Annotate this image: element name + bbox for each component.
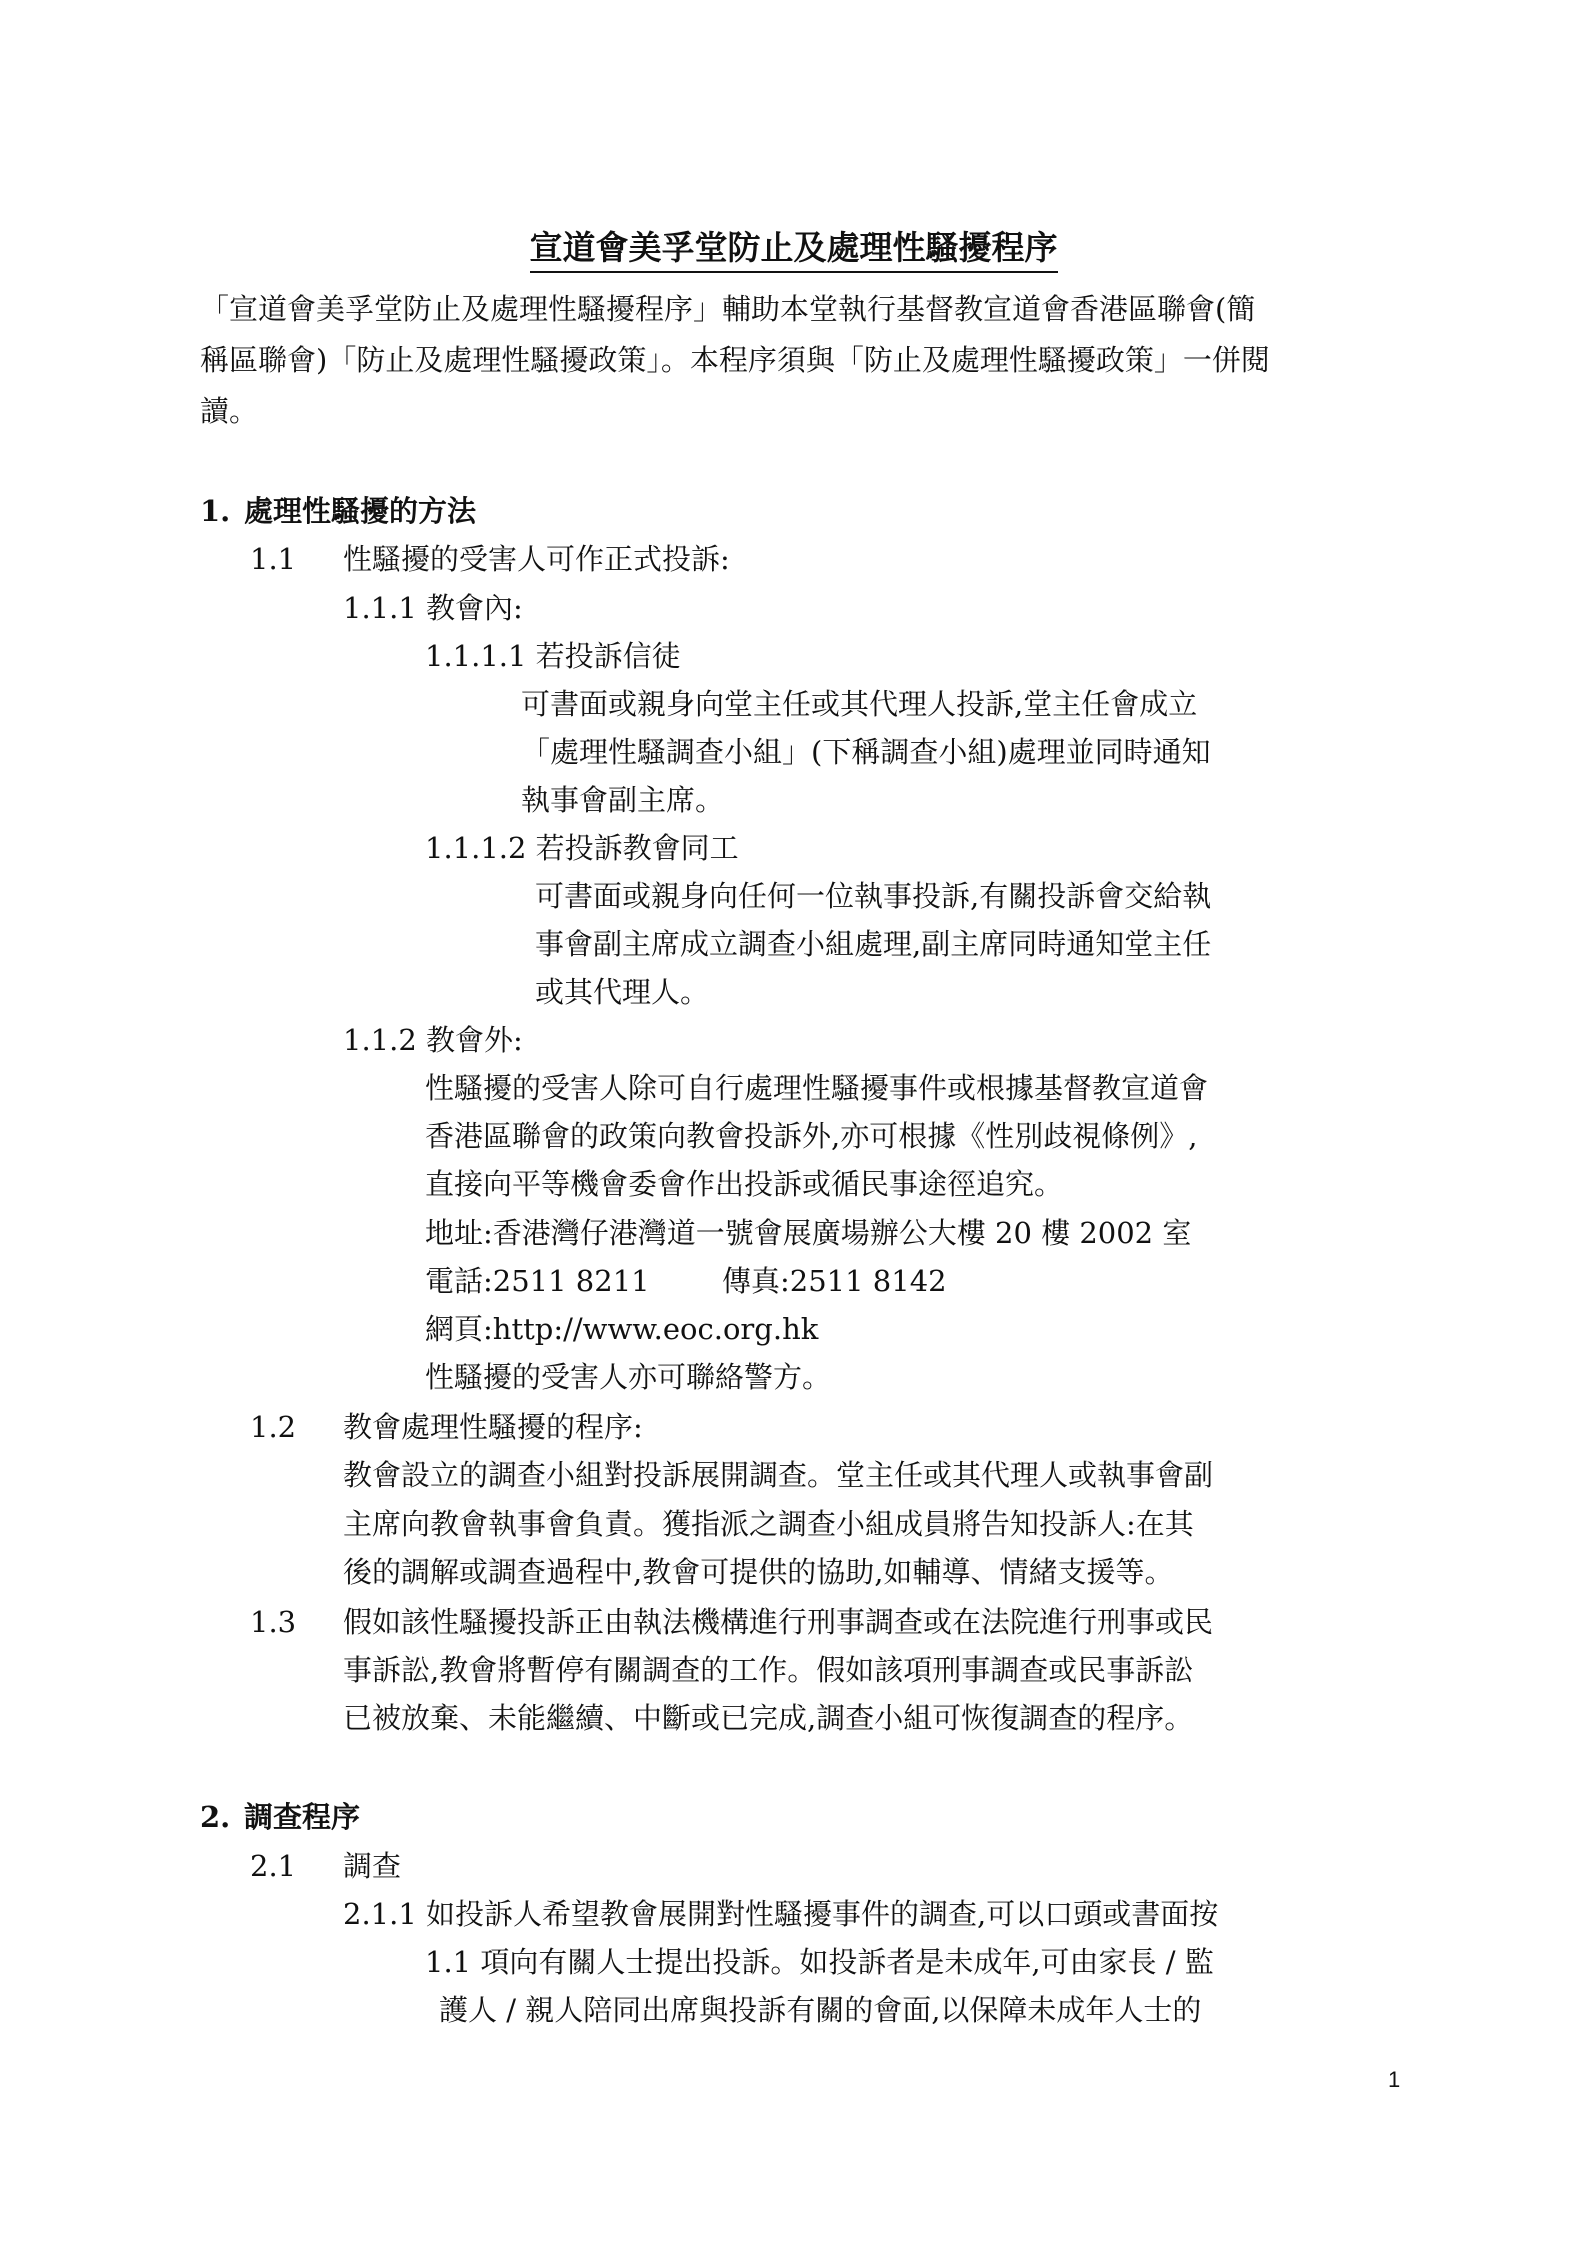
- item-1-1-2-line-2: 香港區聯會的政策向教會投訴外,亦可根據《性別歧視條例》,: [425, 1119, 1198, 1153]
- eoc-fax: 傳真:2511 8142: [722, 1264, 947, 1298]
- item-1-1-1-1-line-2: 「處理性騷調查小組」(下稱調查小組)處理並同時通知: [521, 735, 1211, 769]
- item-1-1-2-label: 1.1.2 教會外:: [343, 1023, 523, 1057]
- section-1-number: 1.: [200, 494, 231, 528]
- intro-line-1: 「宣道會美孚堂防止及處理性騷擾程序」輔助本堂執行基督教宣道會香港區聯會(簡: [200, 292, 1256, 326]
- item-1-3-line-3: 已被放棄、未能繼續、中斷或已完成,調查小組可恢復調查的程序。: [343, 1701, 1194, 1735]
- section-2-heading: 調查程序: [244, 1800, 361, 1834]
- item-1-3-line-2: 事訴訟,教會將暫停有關調查的工作。假如該項刑事調查或民事訴訟: [343, 1653, 1194, 1687]
- item-1-1-1-2-line-3: 或其代理人。: [535, 975, 710, 1009]
- item-1-2-line-2: 主席向教會執事會負責。獲指派之調查小組成員將告知投訴人:在其: [343, 1507, 1194, 1541]
- item-2-1-1-line-3: 護人 / 親人陪同出席與投訴有關的會面,以保障未成年人士的: [439, 1993, 1202, 2027]
- page-number: 1: [1388, 2067, 1401, 2092]
- item-1-2-line-3: 後的調解或調查過程中,教會可提供的協助,如輔導、情緒支援等。: [343, 1555, 1174, 1589]
- item-1-2-text: 教會處理性騷擾的程序:: [343, 1410, 643, 1444]
- police-contact-note: 性騷擾的受害人亦可聯絡警方。: [425, 1360, 832, 1394]
- item-1-3-number: 1.3: [250, 1605, 297, 1639]
- item-2-1-number: 2.1: [250, 1849, 297, 1883]
- item-2-1-text: 調查: [343, 1849, 402, 1883]
- section-2-number: 2.: [200, 1800, 231, 1834]
- eoc-phone: 電話:2511 8211: [425, 1264, 650, 1298]
- item-1-1-number: 1.1: [250, 542, 297, 576]
- item-1-1-text: 性騷擾的受害人可作正式投訴:: [343, 542, 730, 576]
- item-1-1-1-2-line-2: 事會副主席成立調查小組處理,副主席同時通知堂主任: [535, 927, 1212, 961]
- eoc-address: 地址:香港灣仔港灣道一號會展廣場辦公大樓 20 樓 2002 室: [425, 1216, 1192, 1250]
- item-1-1-2-line-1: 性騷擾的受害人除可自行處理性騷擾事件或根據基督教宣道會: [425, 1071, 1209, 1105]
- eoc-web-link[interactable]: 網頁:http://www.eoc.org.hk: [425, 1312, 819, 1346]
- item-1-1-1-label: 1.1.1 教會內:: [343, 591, 523, 625]
- item-1-1-1-1-line-1: 可書面或親身向堂主任或其代理人投訴,堂主任會成立: [521, 687, 1198, 721]
- item-1-2-number: 1.2: [250, 1410, 297, 1444]
- document-title: 宣道會美孚堂防止及處理性騷擾程序: [0, 222, 1587, 269]
- item-1-1-1-2-line-1: 可書面或親身向任何一位執事投訴,有關投訴會交給執: [535, 879, 1212, 913]
- item-2-1-1-line-2: 1.1 項向有關人士提出投訴。如投訴者是未成年,可由家長 / 監: [425, 1945, 1214, 1979]
- item-1-1-1-1-line-3: 執事會副主席。: [521, 783, 725, 817]
- intro-line-3: 讀。: [200, 394, 259, 428]
- item-1-1-1-2-label: 1.1.1.2 若投訴教會同工: [425, 831, 739, 865]
- item-1-1-1-1-label: 1.1.1.1 若投訴信徒: [425, 639, 681, 673]
- item-1-2-line-1: 教會設立的調查小組對投訴展開調查。堂主任或其代理人或執事會副: [343, 1458, 1214, 1492]
- item-1-3-line-1: 假如該性騷擾投訴正由執法機構進行刑事調查或在法院進行刑事或民: [343, 1605, 1214, 1639]
- item-1-1-2-line-3: 直接向平等機會委會作出投訴或循民事途徑追究。: [425, 1167, 1064, 1201]
- intro-line-2: 稱區聯會)「防止及處理性騷擾政策」。本程序須與「防止及處理性騷擾政策」一併閱: [200, 343, 1270, 377]
- item-2-1-1-line-1: 2.1.1 如投訴人希望教會展開對性騷擾事件的調查,可以口頭或書面按: [343, 1897, 1219, 1931]
- section-1-heading: 處理性騷擾的方法: [244, 494, 477, 528]
